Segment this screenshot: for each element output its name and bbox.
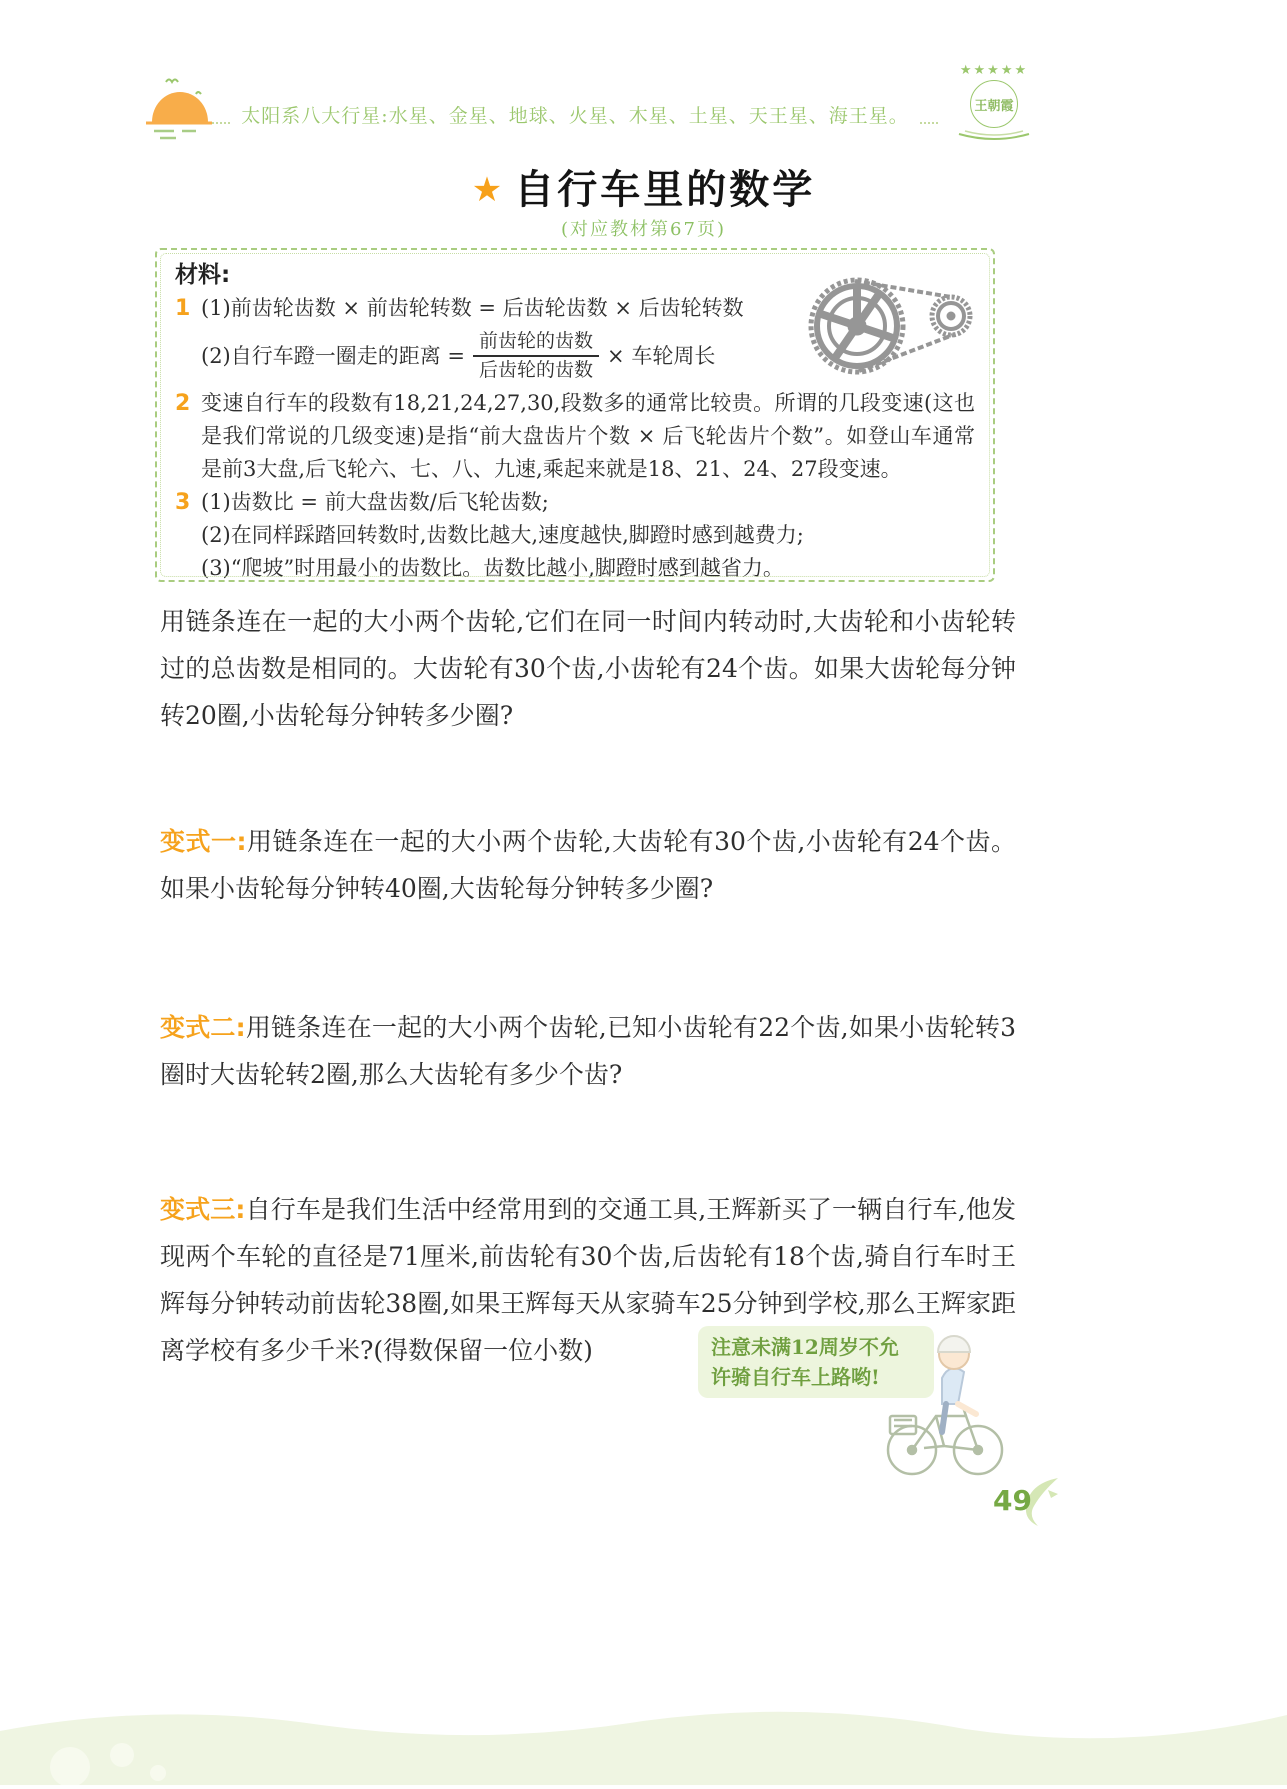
- sun-icon: [146, 76, 212, 144]
- variant-2-text: 用链条连在一起的大小两个齿轮,已知小齿轮有22个齿,如果小齿轮转3圈时大齿轮转2圈,那么大齿轮有多少个齿?: [160, 1013, 1016, 1089]
- page-subtitle: (对应教材第67页): [561, 219, 726, 240]
- variant-1-label: 变式一:: [160, 827, 247, 856]
- formula-line: (1)前齿轮齿数 × 前齿轮转数 = 后齿轮齿数 × 后齿轮转数: [201, 296, 744, 320]
- ratio-line-2: (2)在同样踩踏回转数时,齿数比越大,速度越快,脚蹬时感到越费力;: [201, 523, 804, 547]
- fraction: [473, 330, 599, 382]
- bird-icon: [196, 92, 201, 94]
- publisher-logo: [946, 64, 1042, 148]
- fraction-numerator: 前齿轮的齿数: [473, 330, 599, 357]
- page-title-row: [0, 158, 1287, 215]
- stars-icon: ★★★★★: [959, 63, 1029, 78]
- item-number: 3: [175, 490, 191, 515]
- variant-1-problem: [160, 818, 1016, 912]
- fraction-suffix: × 车轮周长: [607, 343, 716, 368]
- page-number: 49: [993, 1484, 1032, 1517]
- gear-chain-illustration: [805, 274, 977, 380]
- bicycle-kid-illustration: [884, 1320, 1006, 1484]
- main-problem-text: 用链条连在一起的大小两个齿轮,它们在同一时间内转动时,大齿轮和小齿轮转过的总齿数是相同的。大齿轮有30个齿,小齿轮有24个齿。如果大齿轮每分钟转20圈,小齿轮每分钟转多少圈?: [160, 607, 1016, 730]
- variant-3-label: 变式三:: [160, 1195, 246, 1224]
- materials-item-3: [175, 486, 975, 585]
- materials-item-2: [175, 387, 975, 486]
- logo-ribbon-icon: [946, 129, 1042, 148]
- materials-item-2-text: 变速自行车的段数有18,21,24,27,30,段数多的通常比较贵。所谓的几段变速(这也是我们常说的几级变速)是指“前大盘齿片个数 × 后飞轮齿片个数”。如登山车通常是前3大盘,后飞轮六、七、八、九速,乘起来就是18、21、24、27段变速。: [201, 391, 975, 481]
- ratio-line-1: (1)齿数比 = 前大盘齿数/后飞轮齿数;: [201, 490, 549, 514]
- ratio-line-3: (3)“爬坡”时用最小的齿数比。齿数比越小,脚蹬时感到越省力。: [201, 556, 784, 580]
- star-icon: ★: [471, 170, 503, 210]
- variant-1-text: 用链条连在一起的大小两个齿轮,大齿轮有30个齿,小齿轮有24个齿。如果小齿轮每分钟转40圈,大齿轮每分钟转多少圈?: [160, 827, 1016, 903]
- variant-2-problem: [160, 1004, 1016, 1098]
- fraction-prefix: (2)自行车蹬一圈走的距离 =: [201, 343, 466, 368]
- variant-3-text: 自行车是我们生活中经常用到的交通工具,王辉新买了一辆自行车,他发现两个车轮的直径是71厘米,前齿轮有30个齿,后齿轮有18个齿,骑自行车时王辉每分钟转动前齿轮38圈,如果王辉每天从家骑车25分钟到学校,那么王辉家距离学校有多少千米?(得数保留一位小数): [160, 1195, 1016, 1365]
- item-number: 2: [175, 391, 191, 416]
- header-motto: [212, 101, 938, 128]
- bird-icon: [166, 80, 178, 83]
- safety-note-line-2: 许骑自行车上路哟!: [711, 1365, 880, 1389]
- safety-note-line-1: 注意未满12周岁不允: [711, 1335, 899, 1359]
- item-number: 1: [175, 296, 191, 321]
- materials-box: [155, 248, 995, 582]
- variant-2-label: 变式二:: [160, 1013, 246, 1042]
- logo-badge: 王朝霞: [970, 80, 1018, 128]
- header-motto-text: 太阳系八大行星:水星、金星、地球、火星、木星、土星、天王星、海王星。: [231, 105, 918, 127]
- fraction-denominator: 后齿轮的齿数: [479, 359, 594, 381]
- page-title: 自行车里的数学: [514, 167, 816, 213]
- materials-heading: 材料:: [175, 262, 231, 288]
- footer-wave: [0, 1689, 1287, 1789]
